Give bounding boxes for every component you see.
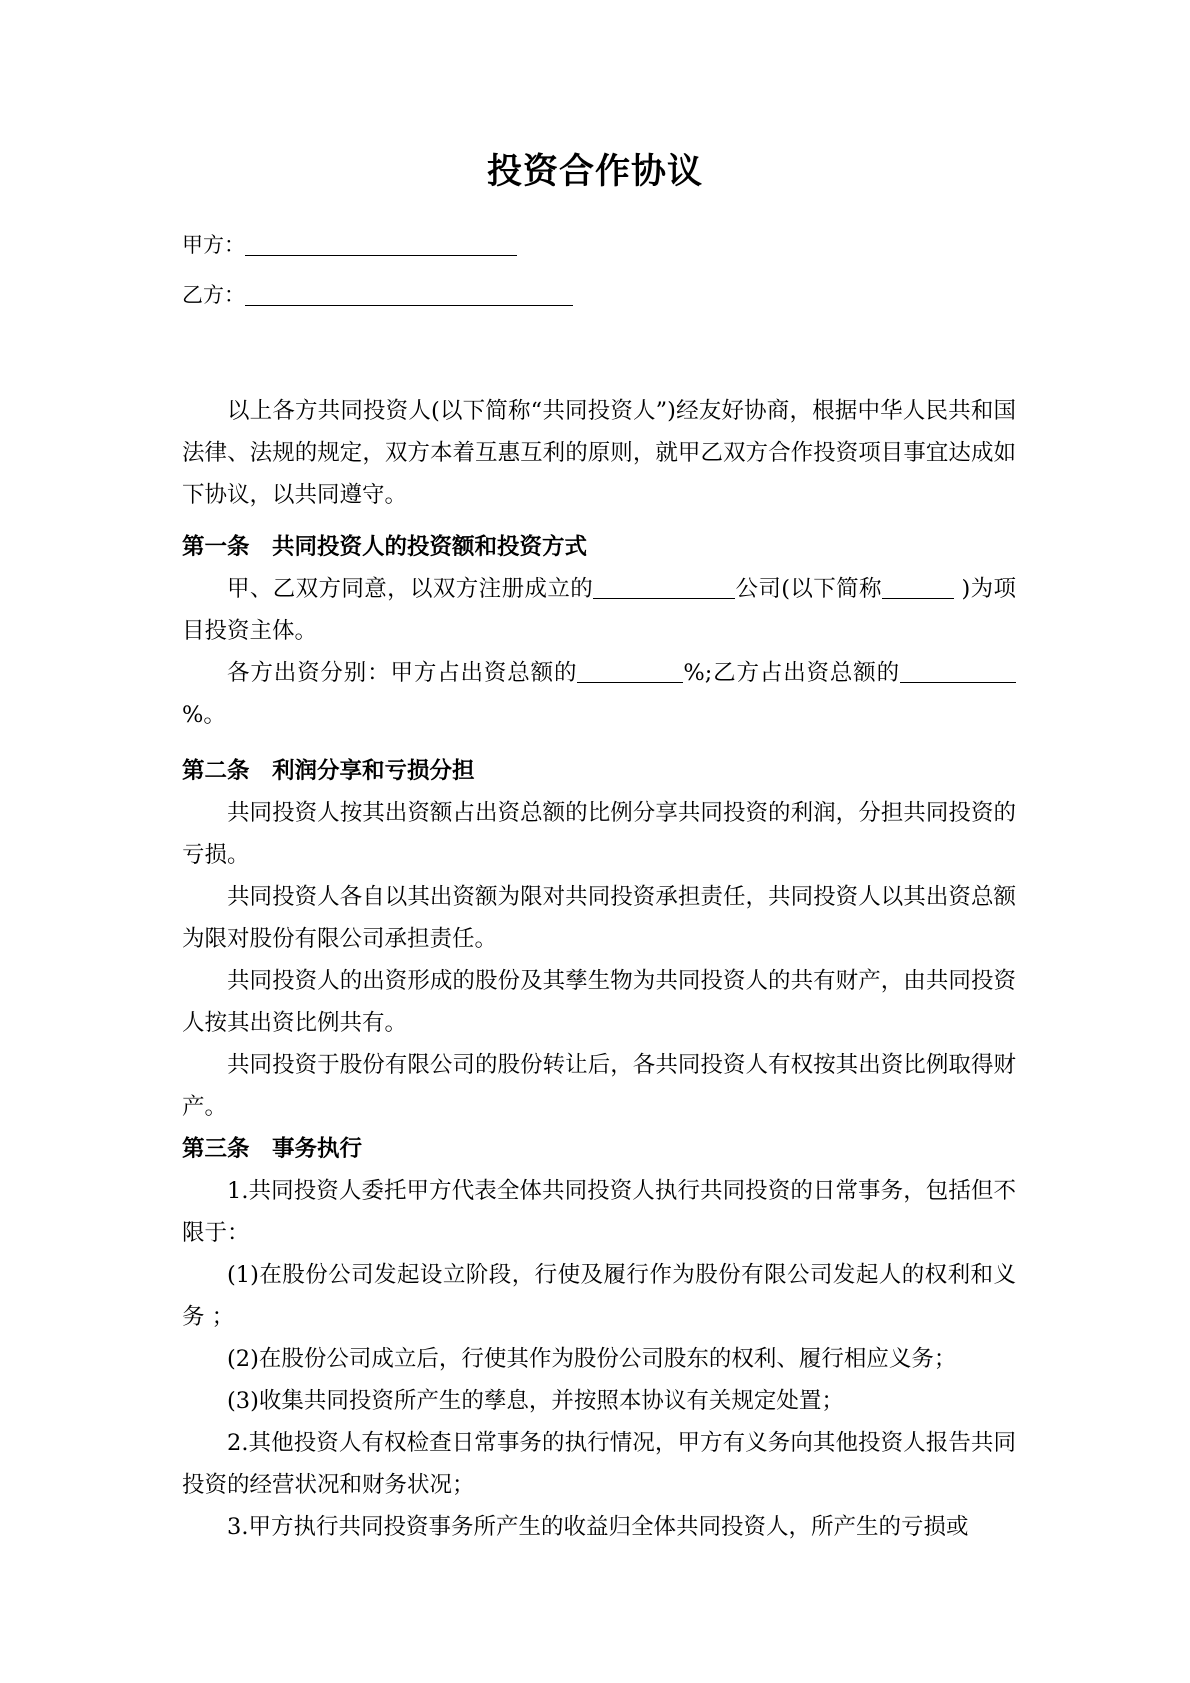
article1-paragraph-2 xyxy=(182,652,1016,736)
article2-paragraph-3: 共同投资人的出资形成的股份及其孳生物为共同投资人的共有财产，由共同投资人按其出资比例共有。 xyxy=(182,968,1016,1036)
preamble-paragraph: 以上各方共同投资人(以下简称“共同投资人”)经友好协商，根据中华人民共和国法律、法规的规定，双方本着互惠互利的原则，就甲乙双方合作投资项目事宜达成如下协议，以共同遵守。 xyxy=(182,398,1016,508)
party-b-line xyxy=(182,280,573,310)
article1-p2-text-b: %;乙方占出资总额的 xyxy=(683,660,900,686)
article1-heading: 第一条 共同投资人的投资额和投资方式 xyxy=(182,534,588,560)
article3-heading: 第三条 事务执行 xyxy=(182,1136,363,1162)
document-body xyxy=(182,390,1016,1548)
party-a-label: 甲方： xyxy=(182,233,245,257)
party-a-line xyxy=(182,230,517,260)
party-a-share-blank[interactable] xyxy=(577,660,683,683)
party-b-share-blank[interactable] xyxy=(900,660,1004,683)
company-abbrev-blank[interactable] xyxy=(882,576,954,599)
document-title: 投资合作协议 xyxy=(486,151,703,192)
article1-p1-text-c: )为项目投资主体。 xyxy=(182,576,1016,644)
article3-paragraph-4: (3)收集共同投资所产生的孳息，并按照本协议有关规定处置； xyxy=(227,1388,844,1414)
article1-p2-text-a: 各方出资分别：甲方占出资总额的 xyxy=(227,660,578,686)
party-b-blank[interactable] xyxy=(245,283,573,306)
article1-p2-text-c: %。 xyxy=(182,702,226,728)
party-b-share-blank-tail[interactable] xyxy=(1004,660,1016,683)
article1-p1-text-a: 甲、乙双方同意，以双方注册成立的 xyxy=(227,576,594,602)
article3-paragraph-2: (1)在股份公司发起设立阶段，行使及履行作为股份有限公司发起人的权利和义务 ； xyxy=(182,1262,1016,1330)
article1-paragraph-1 xyxy=(182,568,1016,652)
article3-paragraph-5: 2.其他投资人有权检查日常事务的执行情况，甲方有义务向其他投资人报告共同投资的经营状况和财务状况； xyxy=(182,1430,1016,1498)
company-name-blank[interactable] xyxy=(593,576,735,599)
article2-paragraph-4: 共同投资于股份有限公司的股份转让后，各共同投资人有权按其出资比例取得财产。 xyxy=(182,1052,1016,1120)
article2-paragraph-1: 共同投资人按其出资额占出资总额的比例分享共同投资的利润，分担共同投资的亏损。 xyxy=(182,800,1016,868)
party-b-label: 乙方： xyxy=(182,283,245,307)
article2-heading: 第二条 利润分享和亏损分担 xyxy=(182,758,475,784)
article2-paragraph-2: 共同投资人各自以其出资额为限对共同投资承担责任，共同投资人以其出资总额为限对股份有限公司承担责任。 xyxy=(182,884,1016,952)
article3-paragraph-6: 3.甲方执行共同投资事务所产生的收益归全体共同投资人，所产生的亏损或 xyxy=(227,1514,969,1540)
article3-paragraph-3: (2)在股份公司成立后，行使其作为股份公司股东的权利、履行相应义务； xyxy=(227,1346,957,1372)
article1-p1-text-b: 公司(以下简称 xyxy=(735,576,882,602)
article3-paragraph-1: 1.共同投资人委托甲方代表全体共同投资人执行共同投资的日常事务，包括但不限于： xyxy=(182,1178,1016,1246)
party-a-blank[interactable] xyxy=(245,233,517,256)
